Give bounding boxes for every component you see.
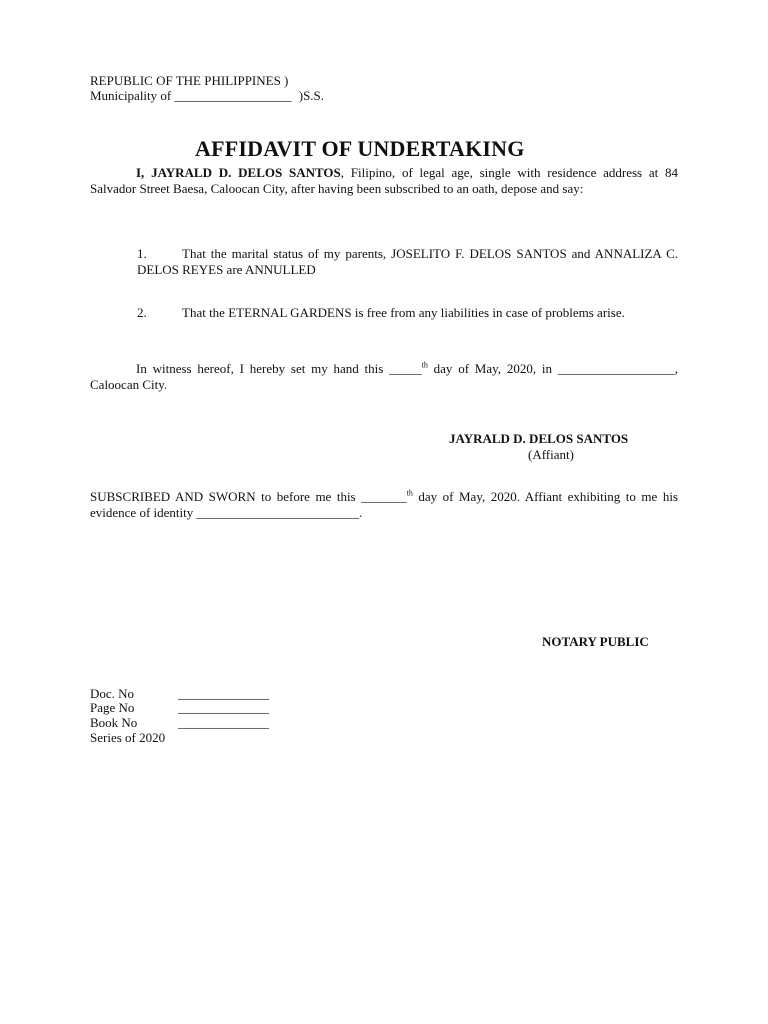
registry-book-row bbox=[90, 716, 269, 731]
statement-2-number: 2. bbox=[137, 305, 147, 320]
jurat-ordinal: th bbox=[406, 488, 413, 498]
statement-2-text: That the ETERNAL GARDENS is free from any liabilities in case of problems arise. bbox=[182, 305, 625, 320]
intro-text: , Filipino, of legal age, single with residence address at 84 Salvador Street Baesa, Caloocan City, after having been subscribed to an oath, depose and say: bbox=[90, 165, 678, 196]
witness-place-blank: __________________ bbox=[557, 361, 675, 376]
municipality-blank: __________________ bbox=[174, 88, 292, 103]
statement-1-text: That the marital status of my parents, JOSELITO F. DELOS SANTOS and ANNALIZA C. DELOS REYES are ANNULLED bbox=[137, 246, 678, 277]
affiant-role: (Affiant) bbox=[528, 447, 574, 462]
registry-series-label: Series of 2020 bbox=[90, 730, 166, 745]
jurat-text-1: SUBSCRIBED AND SWORN to before me this bbox=[90, 489, 362, 504]
registry-page-blank: ______________ bbox=[178, 700, 269, 715]
jurisdiction-line bbox=[90, 73, 288, 88]
jurat-day-blank: _______ bbox=[361, 489, 407, 504]
registry-doc-label: Doc. No bbox=[90, 686, 135, 701]
statement-1-number: 1. bbox=[137, 246, 147, 261]
witness-text-1: In witness hereof, I hereby set my hand this bbox=[136, 361, 390, 376]
registry-book-label: Book No bbox=[90, 715, 138, 730]
affiant-name: JAYRALD D. DELOS SANTOS bbox=[449, 431, 629, 446]
municipality-line bbox=[90, 88, 324, 103]
affiant-name-intro: I, JAYRALD D. DELOS SANTOS bbox=[136, 165, 341, 180]
witness-day-blank: _____ bbox=[389, 361, 422, 376]
registry-doc-blank: ______________ bbox=[178, 686, 269, 701]
jurat-paragraph bbox=[90, 489, 678, 520]
notary-public-label: NOTARY PUBLIC bbox=[542, 634, 649, 649]
witness-paragraph bbox=[90, 361, 678, 392]
ss-label: )S.S. bbox=[298, 88, 325, 103]
jurat-id-blank: _________________________ bbox=[196, 504, 359, 520]
registry-series-row bbox=[90, 731, 165, 746]
registry-page-label: Page No bbox=[90, 700, 135, 715]
registry-page-row bbox=[90, 701, 269, 716]
statement-1 bbox=[137, 246, 678, 277]
intro-paragraph bbox=[90, 165, 678, 196]
registry-book-blank: ______________ bbox=[178, 715, 269, 730]
jurat-end: . bbox=[359, 504, 363, 520]
witness-text-3: , Caloocan City. bbox=[90, 361, 678, 392]
witness-text-2: day of May, 2020, in bbox=[427, 361, 552, 376]
statement-2 bbox=[137, 305, 678, 321]
witness-ordinal: th bbox=[421, 360, 428, 370]
municipality-label: Municipality of bbox=[90, 88, 172, 103]
jurat-text-2: day of May, 2020. Affiant exhibiting to me his evidence of identity bbox=[90, 489, 678, 520]
republic-text: REPUBLIC OF THE PHILIPPINES ) bbox=[90, 73, 289, 88]
document-title: AFFIDAVIT OF UNDERTAKING bbox=[195, 136, 525, 161]
